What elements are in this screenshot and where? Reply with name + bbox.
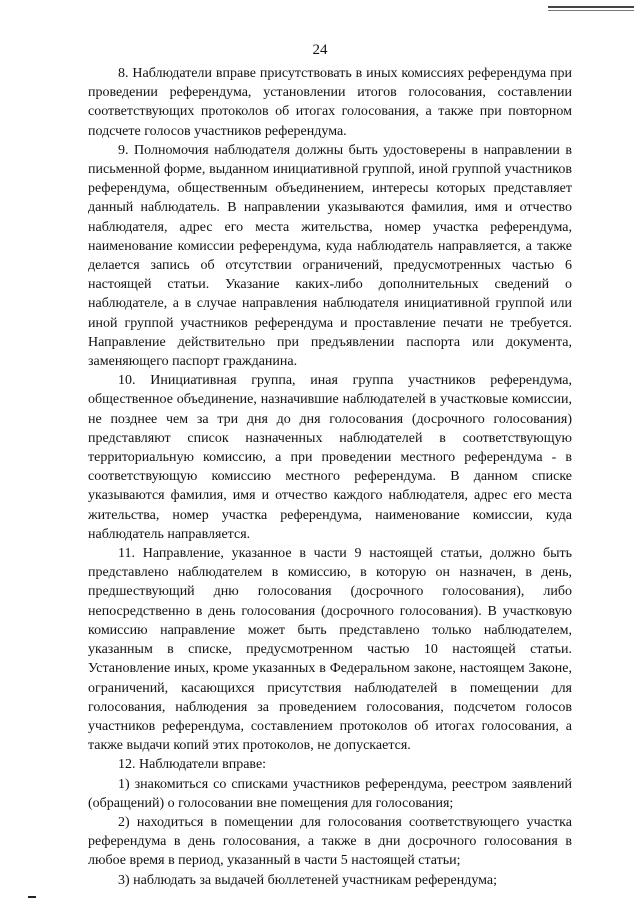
- scan-corner-mark: [28, 896, 36, 898]
- list-item-3: 3) наблюдать за выдачей бюллетеней участникам референдума;: [118, 872, 498, 888]
- paragraph-8: 8. Наблюдатели вправе присутствовать в иных комиссиях референдума при проведении референдума, установлении итогов голосования, составлении соответствующих протоколов об итогах голосования, а также при повторном подсчете голосов участников референдума.: [88, 66, 572, 139]
- paragraph-9: 9. Полномочия наблюдателя должны быть удостоверены в направлении в письменной форме, выданном инициативной группой, иной группой участников референдума, общественным объединением, интересы которых представляет данный наблюдатель. В направлении указываются фамилия, имя и отчество наблюдателя, адрес его места жительства, номер участка референдума, наименование комиссии референдума, куда наблюдатель направляется, а также делается запись об отсутствии ограничений, предусмотренных частью 6 настоящей статьи. Указание каких-либо дополнительных сведений о наблюдателе, а в случае направления наблюдателя инициативной группой или иной группой участников референдума и проставление печати не требуется. Направление действительно при предъявлении паспорта или документа, заменяющего паспорт гражданина.: [88, 142, 572, 370]
- paragraph-12-intro: 12. Наблюдатели вправе:: [118, 757, 267, 773]
- scan-edge-mark: [548, 10, 634, 11]
- list-item-1: 1) знакомиться со списками участников референдума, реестром заявлений (обращений) о голосовании вне помещения для голосования;: [88, 776, 572, 811]
- paragraph-10: 10. Инициативная группа, иная группа участников референдума, общественное объединение, назначившие наблюдателей в участковые комиссии, не позднее чем за три дня до дня голосования (досрочного голосования) представляют список назначенных наблюдателей в соответствующую территориальную комиссию, а при проведении местного референдума - в соответствующую комиссию местного референдума. В данном списке указываются фамилия, имя и отчество каждого наблюдателя, адрес его места жительства, номер участка референдума, наименование комиссии, куда наблюдатель направляется.: [88, 373, 572, 542]
- scan-edge-mark: [548, 6, 634, 8]
- document-body: [88, 64, 572, 890]
- list-item-2: 2) находиться в помещении для голосования соответствующего участка референдума в день голосования, а также в дни досрочного голосования в любое время в период, указанный в части 5 настоящей статьи;: [88, 814, 572, 869]
- paragraph-11: 11. Направление, указанное в части 9 настоящей статьи, должно быть представлено наблюдателем в комиссию, в которую он назначен, в день, предшествующий дню голосования (досрочного голосования), либо непосредственно в день голосования (досрочного голосования). В участковую комиссию направление может быть представлено только наблюдателем, указанным в списке, предусмотренном частью 10 настоящей статьи. Установление иных, кроме указанных в Федеральном законе, настоящем Законе, ограничений, касающихся присутствия наблюдателей в помещении для голосования, наблюдения за проведением голосования, подсчетом голосов участников референдума, составлением протоколов об итогах голосования, а также выдачи копий этих протоколов, не допускается.: [88, 546, 572, 754]
- page-number: 24: [312, 42, 328, 58]
